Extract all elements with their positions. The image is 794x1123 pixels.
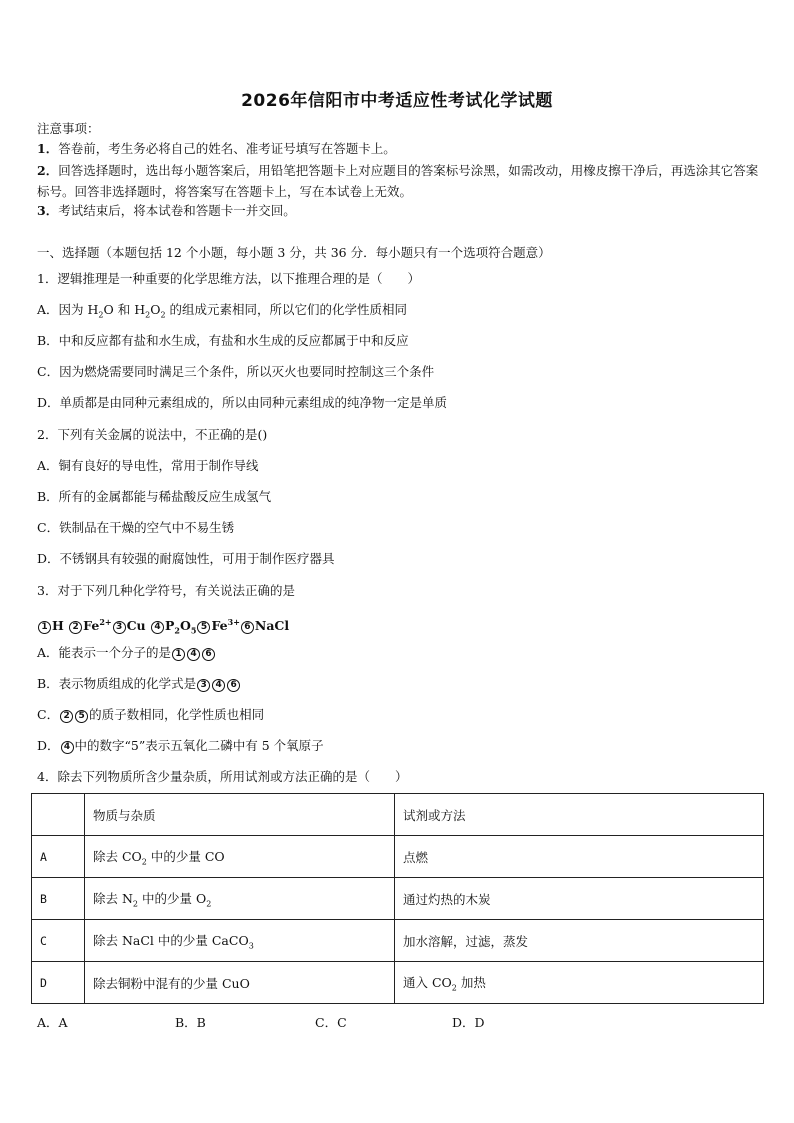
- symbol-p2o5-o: O: [180, 618, 191, 634]
- cell-sub: 2: [206, 899, 212, 909]
- notice-item-2: [37, 160, 759, 202]
- q1-a-sub-3: 2: [160, 310, 166, 320]
- circled-number-3: 3: [113, 621, 126, 634]
- q3-b-text: B．表示物质组成的化学式是: [37, 676, 197, 691]
- q1-option-b: B．中和反应都有盐和水生成，有盐和水生成的反应都属于中和反应: [37, 333, 409, 348]
- q3-c-label: C．: [37, 707, 60, 722]
- header-cell-method: 试剂或方法: [395, 794, 764, 836]
- cell-text: 通入 CO: [403, 974, 452, 990]
- q1-option-a: [37, 301, 407, 325]
- cell-sub: 2: [141, 857, 147, 867]
- row-method: 点燃: [395, 836, 764, 878]
- q3-c-text: 的质子数相同，化学性质也相同: [89, 707, 265, 722]
- q2-option-a: A．铜有良好的导电性，常用于制作导线: [37, 458, 259, 473]
- q2-option-b: B．所有的金属都能与稀盐酸反应生成氢气: [37, 489, 272, 504]
- row-substance: [85, 920, 395, 962]
- circled-ref: 6: [202, 648, 215, 661]
- table-row: [32, 836, 764, 878]
- notice-item-2-text: 回答选择题时，选出每小题答案后，用铅笔把答题卡上对应题目的答案标号涂黑，如需改动，用橡皮擦干净后，再选涂其它答案标号。回答非选择题时，将答案写在答题卡上，写在本试卷上无效。: [37, 163, 759, 199]
- cell-text: 中的少量 O: [138, 890, 207, 906]
- q4-answer-d: D．D: [452, 1015, 485, 1030]
- row-method: 加水溶解，过滤，蒸发: [395, 920, 764, 962]
- notice-item-1-number: 1．: [37, 141, 59, 156]
- cell-text: 除去 CO: [93, 848, 142, 864]
- notice-item-1-text: 答卷前，考生务必将自己的姓名、准考证号填写在答题卡上。: [58, 141, 396, 156]
- circled-ref: 6: [227, 679, 240, 692]
- cell-text: 除去 N: [93, 890, 133, 906]
- q4-answer-b: B．B: [175, 1015, 206, 1030]
- header-cell-empty: [32, 794, 85, 836]
- notice-item-1: [37, 140, 396, 158]
- notice-item-2-number: 2．: [37, 163, 59, 178]
- cell-text: 中的少量 CO: [146, 848, 225, 864]
- symbol-fe2-charge: 2+: [99, 617, 112, 627]
- cell-text: 除去 NaCl 中的少量 CaCO: [93, 932, 249, 948]
- q3-option-d: [37, 737, 324, 755]
- q2-stem: 2．下列有关金属的说法中，不正确的是(): [37, 427, 268, 442]
- row-label: C: [32, 920, 85, 962]
- q3-d-text: 中的数字“5”表示五氧化二磷中有 5 个氧原子: [74, 738, 324, 753]
- circled-ref: 3: [197, 679, 210, 692]
- notice-item-3-text: 考试结束后，将本试卷和答题卡一并交回。: [58, 203, 296, 218]
- circled-ref: 5: [75, 710, 88, 723]
- row-substance: 除去铜粉中混有的少量 CuO: [85, 962, 395, 1004]
- q1-stem: 1．逻辑推理是一种重要的化学思维方法，以下推理合理的是（ ）: [37, 271, 420, 286]
- table-row: [32, 962, 764, 1004]
- symbol-p2o5-sub1: 2: [174, 625, 180, 636]
- cell-sub: 3: [248, 941, 254, 951]
- q3-a-text: A．能表示一个分子的是: [37, 645, 172, 660]
- symbol-p2o5-sub2: 5: [190, 625, 197, 636]
- row-label: D: [32, 962, 85, 1004]
- circled-number-5: 5: [197, 621, 210, 634]
- circled-number-4: 4: [151, 621, 164, 634]
- circled-number-1: 1: [38, 621, 51, 634]
- table-row: [32, 878, 764, 920]
- symbol-fe2: Fe: [83, 618, 100, 634]
- symbol-nacl: NaCl: [254, 618, 290, 634]
- row-substance: [85, 878, 395, 920]
- symbol-fe3: Fe: [211, 618, 228, 634]
- row-label: A: [32, 836, 85, 878]
- q1-a-text-4: 的组成元素相同，所以它们的化学性质相同: [165, 302, 408, 317]
- q2-option-c: C．铁制品在干燥的空气中不易生锈: [37, 520, 235, 535]
- circled-ref: 4: [61, 741, 74, 754]
- q1-a-sub-1: 2: [98, 310, 104, 320]
- circled-number-2: 2: [69, 621, 82, 634]
- symbol-cu: Cu: [126, 618, 146, 634]
- notice-item-3: [37, 202, 296, 220]
- q3-option-c: [37, 706, 264, 724]
- q1-option-c: C．因为燃烧需要同时满足三个条件，所以灭火也要同时控制这三个条件: [37, 364, 435, 379]
- notice-heading: 注意事项：: [37, 121, 100, 136]
- cell-text: 加热: [456, 974, 486, 990]
- q3-stem: 3．对于下列几种化学符号，有关说法正确的是: [37, 583, 295, 598]
- circled-ref: 2: [60, 710, 73, 723]
- circled-ref: 1: [172, 648, 185, 661]
- q3-d-label: D．: [37, 738, 60, 753]
- table-row: [32, 920, 764, 962]
- cell-sub: 2: [132, 899, 139, 909]
- symbol-p2o5-p: P: [165, 618, 175, 634]
- cell-sub: 2: [451, 983, 457, 993]
- circled-ref: 4: [187, 648, 200, 661]
- symbol-fe3-charge: 3+: [227, 617, 240, 627]
- q1-a-sub-2: 2: [145, 310, 151, 320]
- symbol-h: H: [52, 618, 64, 634]
- q3-symbols: [37, 613, 289, 640]
- header-cell-substance: 物质与杂质: [85, 794, 395, 836]
- q4-answer-a: A．A: [37, 1015, 68, 1030]
- row-method: [395, 962, 764, 1004]
- circled-number-6: 6: [241, 621, 254, 634]
- q3-option-a: [37, 644, 216, 662]
- section-heading: 一、选择题（本题包括 12 个小题，每小题 3 分，共 36 分．每小题只有一个选项符合题意）: [37, 245, 551, 260]
- row-label: B: [32, 878, 85, 920]
- q1-a-text-1: A．因为 H: [37, 302, 99, 317]
- table-header-row: [32, 794, 764, 836]
- row-substance: [85, 836, 395, 878]
- q4-stem: 4．除去下列物质所含少量杂质，所用试剂或方法正确的是（ ）: [37, 769, 408, 784]
- q3-option-b: [37, 675, 241, 693]
- q1-a-text-3: O: [150, 302, 161, 317]
- row-method: 通过灼热的木炭: [395, 878, 764, 920]
- page-title: 2026年信阳市中考适应性考试化学试题: [241, 91, 553, 111]
- notice-item-3-number: 3．: [37, 203, 59, 218]
- q1-a-text-2: O 和 H: [103, 302, 146, 317]
- q2-option-d: D．不锈钢具有较强的耐腐蚀性，可用于制作医疗器具: [37, 551, 335, 566]
- q4-table: [31, 793, 764, 1004]
- q4-answer-c: C．C: [315, 1015, 347, 1030]
- q1-option-d: D．单质都是由同种元素组成的，所以由同种元素组成的纯净物一定是单质: [37, 395, 448, 410]
- circled-ref: 4: [212, 679, 225, 692]
